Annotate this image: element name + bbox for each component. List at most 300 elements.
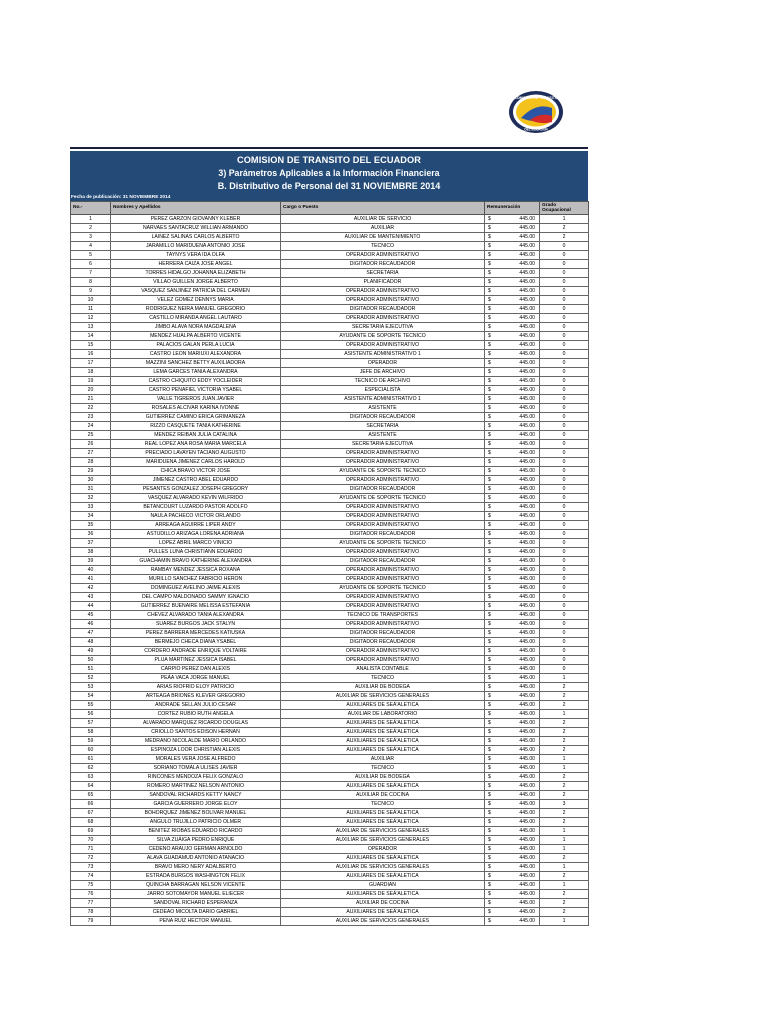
table-row (71, 764, 589, 773)
cell-no: 78 (71, 908, 111, 917)
currency-symbol: $ (488, 576, 491, 582)
col-header-rem: Remuneración (485, 202, 540, 215)
remuneration-value: 445.00 (519, 864, 535, 870)
cell-cargo: OPERADOR ADMINISTRATIVO (281, 287, 485, 296)
cell-remuneration (485, 575, 540, 584)
remuneration-value: 445.00 (519, 297, 535, 303)
cell-remuneration (485, 737, 540, 746)
cell-no: 56 (71, 710, 111, 719)
cell-grado: 0 (540, 629, 589, 638)
cell-grado: 1 (540, 764, 589, 773)
cell-remuneration (485, 422, 540, 431)
cell-name: RODRIGUEZ NEIRA MANUEL GREGORIO (111, 305, 281, 314)
currency-symbol: $ (488, 324, 491, 330)
cell-remuneration (485, 233, 540, 242)
cell-grado: 0 (540, 656, 589, 665)
currency-symbol: $ (488, 756, 491, 762)
cell-remuneration (485, 782, 540, 791)
cell-grado: 0 (540, 242, 589, 251)
table-row (71, 701, 589, 710)
currency-symbol: $ (488, 522, 491, 528)
cell-name: RIZZO CASQUETE TANIA KATHERINE (111, 422, 281, 431)
cell-no: 73 (71, 863, 111, 872)
currency-symbol: $ (488, 279, 491, 285)
currency-symbol: $ (488, 387, 491, 393)
table-row (71, 278, 589, 287)
cell-name: MURILLO SANCHEZ FABRICIO HERON (111, 575, 281, 584)
cell-no: 19 (71, 377, 111, 386)
cell-remuneration (485, 917, 540, 926)
remuneration-value: 445.00 (519, 360, 535, 366)
remuneration-value: 445.00 (519, 423, 535, 429)
cell-name: VILLAO GUILLEN JORGE ALBERTO (111, 278, 281, 287)
remuneration-value: 445.00 (519, 621, 535, 627)
remuneration-value: 445.00 (519, 576, 535, 582)
cell-grado: 0 (540, 269, 589, 278)
col-header-no: No.- (71, 202, 111, 215)
cell-name: NAULA PACHECO VICTOR ORLANDO (111, 512, 281, 521)
cell-cargo: OPERADOR ADMINISTRATIVO (281, 521, 485, 530)
cell-cargo: AUXILIAR DE COCINA (281, 899, 485, 908)
currency-symbol: $ (488, 594, 491, 600)
currency-symbol: $ (488, 414, 491, 420)
table-row (71, 746, 589, 755)
remuneration-value: 445.00 (519, 459, 535, 465)
cell-no: 59 (71, 737, 111, 746)
cell-no: 76 (71, 890, 111, 899)
cell-grado: 0 (540, 503, 589, 512)
cell-remuneration (485, 530, 540, 539)
table-row (71, 296, 589, 305)
currency-symbol: $ (488, 351, 491, 357)
table-row (71, 269, 589, 278)
cell-remuneration (485, 458, 540, 467)
cell-name: ANDRADE SELLAN JULIO CESAR (111, 701, 281, 710)
col-header-name: Nombres y Apellidos (111, 202, 281, 215)
table-row (71, 422, 589, 431)
cell-remuneration (485, 467, 540, 476)
cell-name: PEÁA VACA JORGE MANUEL (111, 674, 281, 683)
header-rule (70, 147, 588, 149)
cell-grado: 2 (540, 224, 589, 233)
table-row (71, 242, 589, 251)
currency-symbol: $ (488, 882, 491, 888)
remuneration-value: 445.00 (519, 891, 535, 897)
cell-name: ROSALES ALCIVAR KARINA IVONNE (111, 404, 281, 413)
currency-symbol: $ (488, 297, 491, 303)
remuneration-value: 445.00 (519, 900, 535, 906)
remuneration-value: 445.00 (519, 216, 535, 222)
remuneration-value: 445.00 (519, 522, 535, 528)
cell-no: 4 (71, 242, 111, 251)
cell-name: VASQUEZ ALVARADO KEVIN WILFRIDO (111, 494, 281, 503)
table-row (71, 458, 589, 467)
cell-cargo: AUXILIARES DE SEÁ'ALETICA (281, 890, 485, 899)
remuneration-value: 445.00 (519, 351, 535, 357)
cell-name: MORALES VERA JOSE ALFREDO (111, 755, 281, 764)
cell-grado: 0 (540, 422, 589, 431)
cell-remuneration (485, 503, 540, 512)
page-subtitle-2: B. Distributivo de Personal del 31 NOVIEMBRE 2014 (217, 181, 441, 191)
remuneration-value: 445.00 (519, 405, 535, 411)
remuneration-value: 445.00 (519, 540, 535, 546)
cell-remuneration (485, 449, 540, 458)
cell-name: LAINEZ SALINAS CARLOS ALBERTO (111, 233, 281, 242)
cell-name: RINCONES MENDOZA FELIX GONZALO (111, 773, 281, 782)
remuneration-value: 445.00 (519, 549, 535, 555)
currency-symbol: $ (488, 252, 491, 258)
cell-grado: 0 (540, 395, 589, 404)
cell-name: BRAVO MERO NERY ADALBERTO (111, 863, 281, 872)
cell-grado: 0 (540, 548, 589, 557)
cell-no: 2 (71, 224, 111, 233)
cell-grado: 2 (540, 899, 589, 908)
cell-remuneration (485, 800, 540, 809)
currency-symbol: $ (488, 504, 491, 510)
remuneration-value: 445.00 (519, 558, 535, 564)
cell-remuneration (485, 809, 540, 818)
cell-cargo: DIGITADOR RECAUDADOR (281, 557, 485, 566)
cell-name: SUAREZ BURGOS JACK STALYN (111, 620, 281, 629)
remuneration-value: 445.00 (519, 630, 535, 636)
cell-cargo: AUXILIARES DE SEÁ'ALETICA (281, 872, 485, 881)
cell-name: SANDOVAL RICHARDS KETTY NANCY (111, 791, 281, 800)
cell-remuneration (485, 674, 540, 683)
cell-cargo: ASISTENTE (281, 431, 485, 440)
cell-name: LEMA GARCES TANIA ALEXANDRA (111, 368, 281, 377)
cell-remuneration (485, 827, 540, 836)
cell-grado: 0 (540, 584, 589, 593)
table-row (71, 557, 589, 566)
currency-symbol: $ (488, 306, 491, 312)
currency-symbol: $ (488, 459, 491, 465)
cell-cargo: OPERADOR ADMINISTRATIVO (281, 647, 485, 656)
table-row (71, 305, 589, 314)
cell-remuneration (485, 854, 540, 863)
remuneration-value: 445.00 (519, 801, 535, 807)
cell-grado: 2 (540, 872, 589, 881)
cell-cargo: OPERADOR ADMINISTRATIVO (281, 656, 485, 665)
cell-cargo: OPERADOR ADMINISTRATIVO (281, 296, 485, 305)
cell-cargo: AUXILIAR DE COCINA (281, 791, 485, 800)
cell-remuneration (485, 773, 540, 782)
currency-symbol: $ (488, 495, 491, 501)
cell-grado: 3 (540, 800, 589, 809)
cell-name: VASQUEZ SANJINEZ PATRICIA DEL CARMEN (111, 287, 281, 296)
cell-name: ESTRADA BURGOS WASHINGTON FELIX (111, 872, 281, 881)
cell-grado: 2 (540, 809, 589, 818)
table-row (71, 332, 589, 341)
cell-cargo: AUXILIAR DE SERVICIOS GENERALES (281, 692, 485, 701)
cell-no: 52 (71, 674, 111, 683)
cell-cargo: AUXILIARES DE SEÁ'ALETICA (281, 746, 485, 755)
cell-no: 14 (71, 332, 111, 341)
cell-name: JIMENEZ CASTRO ABEL EDUARDO (111, 476, 281, 485)
remuneration-value: 445.00 (519, 306, 535, 312)
remuneration-value: 445.00 (519, 657, 535, 663)
cell-cargo: AUXILIARES DE SEÁ'ALETICA (281, 809, 485, 818)
cell-remuneration (485, 539, 540, 548)
table-row (71, 224, 589, 233)
cell-grado: 0 (540, 287, 589, 296)
remuneration-value: 445.00 (519, 369, 535, 375)
cell-no: 58 (71, 728, 111, 737)
cell-cargo: OPERADOR ADMINISTRATIVO (281, 620, 485, 629)
currency-symbol: $ (488, 801, 491, 807)
cell-cargo: AYUDANTE DE SOPORTE TECNICO (281, 494, 485, 503)
currency-symbol: $ (488, 837, 491, 843)
remuneration-value: 445.00 (519, 612, 535, 618)
remuneration-value: 445.00 (519, 693, 535, 699)
currency-symbol: $ (488, 711, 491, 717)
col-header-cargo: Cargo o Puesto (281, 202, 485, 215)
personnel-sheet (70, 151, 588, 926)
cell-name: BENITEZ RIOBAS EDUARDO RICARDO (111, 827, 281, 836)
currency-symbol: $ (488, 828, 491, 834)
cell-grado: 0 (540, 512, 589, 521)
table-row (71, 287, 589, 296)
remuneration-value: 445.00 (519, 684, 535, 690)
cell-remuneration (485, 584, 540, 593)
remuneration-value: 445.00 (519, 792, 535, 798)
cell-grado: 0 (540, 377, 589, 386)
currency-symbol: $ (488, 567, 491, 573)
remuneration-value: 445.00 (519, 918, 535, 924)
table-row (71, 548, 589, 557)
cell-name: MENDEZ HUALPA ALBERTO VICENTE (111, 332, 281, 341)
table-row (71, 719, 589, 728)
table-row (71, 494, 589, 503)
cell-name: CASTRO LEON MARIUXI ALEXANDRA (111, 350, 281, 359)
cell-remuneration (485, 431, 540, 440)
cell-name: LOPEZ ABRIL MARCO VINICIO (111, 539, 281, 548)
cell-cargo: DIGITADOR RECAUDADOR (281, 260, 485, 269)
cell-no: 3 (71, 233, 111, 242)
cell-no: 70 (71, 836, 111, 845)
cell-cargo: TECNICO (281, 800, 485, 809)
cell-remuneration (485, 305, 540, 314)
currency-symbol: $ (488, 819, 491, 825)
currency-symbol: $ (488, 639, 491, 645)
cell-grado: 2 (540, 719, 589, 728)
table-row (71, 881, 589, 890)
cell-remuneration (485, 242, 540, 251)
cell-no: 15 (71, 341, 111, 350)
table-row (71, 611, 589, 620)
cell-cargo: GUARDIAN (281, 881, 485, 890)
cell-grado: 0 (540, 251, 589, 260)
table-row (71, 404, 589, 413)
cell-no: 11 (71, 305, 111, 314)
cell-grado: 1 (540, 710, 589, 719)
cell-cargo: AUXILIAR DE LABORATORIO (281, 710, 485, 719)
cell-no: 37 (71, 539, 111, 548)
cell-name: TORRES HIDALGO JOHANNA ELIZABETH (111, 269, 281, 278)
cell-no: 46 (71, 620, 111, 629)
table-row (71, 413, 589, 422)
cell-name: VELEZ GOMEZ DENNYS MARIA (111, 296, 281, 305)
cell-no: 28 (71, 458, 111, 467)
cell-remuneration (485, 548, 540, 557)
cell-remuneration (485, 413, 540, 422)
table-row (71, 899, 589, 908)
cell-remuneration (485, 485, 540, 494)
cell-grado: 0 (540, 602, 589, 611)
cell-remuneration (485, 521, 540, 530)
table-row (71, 665, 589, 674)
cell-name: DOMINGUEZ AVELINO JAIME ALEXIS (111, 584, 281, 593)
cell-name: ARTEAGA BRIONES KLEVER GREGORIO (111, 692, 281, 701)
cell-grado: 1 (540, 863, 589, 872)
cell-remuneration (485, 494, 540, 503)
cell-cargo: AUXILIAR DE SERVICIOS GENERALES (281, 836, 485, 845)
cell-no: 69 (71, 827, 111, 836)
cell-name: CORTEZ RUBIO RUTH ANGELA (111, 710, 281, 719)
cell-grado: 0 (540, 566, 589, 575)
remuneration-value: 445.00 (519, 720, 535, 726)
cell-grado: 0 (540, 278, 589, 287)
cell-grado: 2 (540, 683, 589, 692)
table-row (71, 692, 589, 701)
remuneration-value: 445.00 (519, 828, 535, 834)
cell-grado: 1 (540, 836, 589, 845)
remuneration-value: 445.00 (519, 855, 535, 861)
cell-cargo: OPERADOR ADMINISTRATIVO (281, 449, 485, 458)
remuneration-value: 445.00 (519, 666, 535, 672)
currency-symbol: $ (488, 621, 491, 627)
cell-name: CHEVEZ ALVARADO TANIA ALEXANDRA (111, 611, 281, 620)
currency-symbol: $ (488, 333, 491, 339)
logo-text-bottom: DEL ECUADOR (524, 127, 548, 132)
cell-remuneration (485, 296, 540, 305)
title-banner (70, 151, 588, 194)
remuneration-value: 445.00 (519, 756, 535, 762)
cell-name: MARIDUENA JIMENEZ CARLOS HAROLD (111, 458, 281, 467)
cell-cargo: TECNICO DE ARCHIVO (281, 377, 485, 386)
cell-name: TAYNYS VERA IDA OLFA (111, 251, 281, 260)
table-row (71, 566, 589, 575)
cell-remuneration (485, 602, 540, 611)
cell-grado: 0 (540, 530, 589, 539)
cell-remuneration (485, 701, 540, 710)
cell-grado: 0 (540, 611, 589, 620)
cell-no: 66 (71, 800, 111, 809)
table-row (71, 593, 589, 602)
cell-name: PEREZ BARRERA MERCEDES KATIUSKA (111, 629, 281, 638)
cell-cargo: AUXILIAR DE MANTENIMIENTO (281, 233, 485, 242)
cell-name: CHICA BRAVO VICTOR JOSE (111, 467, 281, 476)
cell-name: ROMERO MARTINEZ NELSON ANTONIO (111, 782, 281, 791)
cell-name: CASTRO PENAFIEL VICTORIA YSABEL (111, 386, 281, 395)
table-row (71, 782, 589, 791)
cell-remuneration (485, 251, 540, 260)
currency-symbol: $ (488, 558, 491, 564)
cell-remuneration (485, 440, 540, 449)
cell-name: VALLE TIGREROS JUAN JAVIER (111, 395, 281, 404)
cell-cargo: OPERADOR ADMINISTRATIVO (281, 566, 485, 575)
cell-no: 79 (71, 917, 111, 926)
cell-no: 49 (71, 647, 111, 656)
cell-no: 22 (71, 404, 111, 413)
cell-cargo: JEFE DE ARCHIVO (281, 368, 485, 377)
cell-name: MEDRANO NICOLALDE MARIO ORLANDO (111, 737, 281, 746)
cell-cargo: OPERADOR ADMINISTRATIVO (281, 503, 485, 512)
cell-no: 72 (71, 854, 111, 863)
cell-name: PESANTES GONZALEZ JOSEPH GREGORY (111, 485, 281, 494)
cell-name: ASTUDILLO ARIZAGA LORENA ADRIANA (111, 530, 281, 539)
remuneration-value: 445.00 (519, 567, 535, 573)
cell-no: 50 (71, 656, 111, 665)
remuneration-value: 445.00 (519, 495, 535, 501)
cell-remuneration (485, 395, 540, 404)
cell-grado: 0 (540, 368, 589, 377)
currency-symbol: $ (488, 450, 491, 456)
cell-grado: 0 (540, 458, 589, 467)
currency-symbol: $ (488, 693, 491, 699)
remuneration-value: 445.00 (519, 594, 535, 600)
cell-no: 51 (71, 665, 111, 674)
remuneration-value: 445.00 (519, 378, 535, 384)
table-row (71, 575, 589, 584)
currency-symbol: $ (488, 738, 491, 744)
remuneration-value: 445.00 (519, 846, 535, 852)
cell-name: HERRERA CAIZA JOSE ANGEL (111, 260, 281, 269)
cell-remuneration (485, 728, 540, 737)
currency-symbol: $ (488, 540, 491, 546)
remuneration-value: 445.00 (519, 675, 535, 681)
currency-symbol: $ (488, 531, 491, 537)
remuneration-value: 445.00 (519, 432, 535, 438)
remuneration-value: 445.00 (519, 513, 535, 519)
cell-remuneration (485, 638, 540, 647)
cell-grado: 0 (540, 332, 589, 341)
table-row (71, 440, 589, 449)
cell-remuneration (485, 332, 540, 341)
table-row (71, 620, 589, 629)
cell-no: 17 (71, 359, 111, 368)
cell-name: PULLES LUNA CHRISTIANN EDUARDO (111, 548, 281, 557)
currency-symbol: $ (488, 603, 491, 609)
cell-grado: 2 (540, 746, 589, 755)
cell-name: PLUA MARTINEZ JESSICA ISABEL (111, 656, 281, 665)
logo-text-top: COMISION DE TRANSITO (514, 96, 558, 100)
cell-grado: 0 (540, 557, 589, 566)
table-row (71, 233, 589, 242)
cell-cargo: OPERADOR ADMINISTRATIVO (281, 575, 485, 584)
currency-symbol: $ (488, 513, 491, 519)
currency-symbol: $ (488, 900, 491, 906)
cell-remuneration (485, 791, 540, 800)
table-row (71, 818, 589, 827)
cell-no: 65 (71, 791, 111, 800)
cell-remuneration (485, 845, 540, 854)
cell-remuneration (485, 899, 540, 908)
cell-remuneration (485, 683, 540, 692)
cell-no: 30 (71, 476, 111, 485)
cell-name: ALVARADO MARQUEZ RICARDO DOUGLAS (111, 719, 281, 728)
remuneration-value: 445.00 (519, 882, 535, 888)
page-title: COMISION DE TRANSITO DEL ECUADOR (236, 155, 422, 165)
currency-symbol: $ (488, 360, 491, 366)
table-row (71, 341, 589, 350)
cell-grado: 0 (540, 485, 589, 494)
cell-cargo: SECRETARIA (281, 269, 485, 278)
cell-remuneration (485, 476, 540, 485)
cell-cargo: OPERADOR ADMINISTRATIVO (281, 593, 485, 602)
cell-name: PENA RUIZ HECTOR MANUEL (111, 917, 281, 926)
remuneration-value: 445.00 (519, 729, 535, 735)
table-row (71, 476, 589, 485)
